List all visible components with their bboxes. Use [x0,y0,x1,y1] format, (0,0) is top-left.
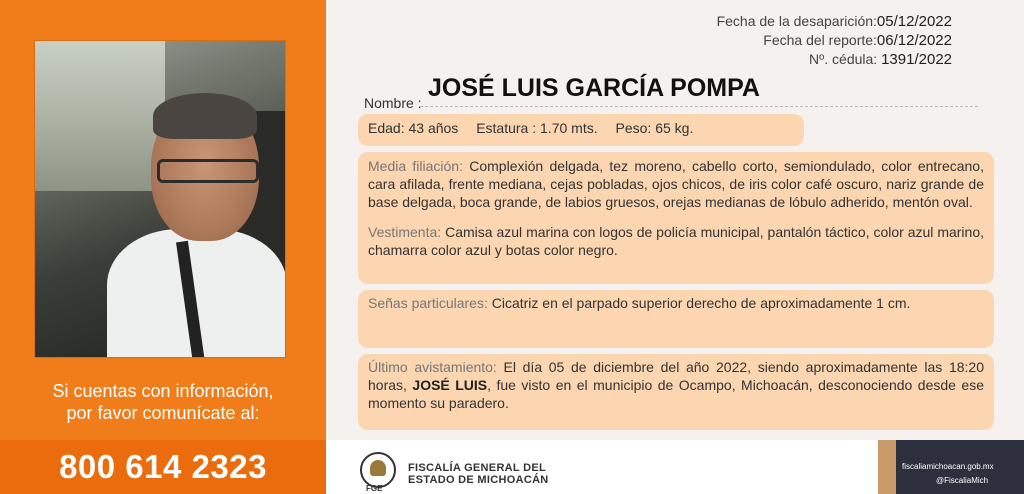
filiacion-label: Media filiación: [368,158,463,174]
contact-message-line1: Si cuentas con información, [52,381,274,401]
ultimo-name: JOSÉ LUIS [412,377,488,393]
height-value: 1.70 mts. [540,120,598,136]
seal-icon [360,452,396,488]
filiacion-text: Complexión delgada, tez moreno, cabello corto, semiondulado, color entrecano, cara afilada, frente mediana, cejas pobladas, ojos chicos, de iris color café oscuro, nariz grande de base delgada, boca grande, de labios gruesos, orejas medianas de lóbulo adherido, mentón oval. [368,158,984,210]
physical-stats-box [358,114,804,146]
id-label: Nº. cédula: [809,51,878,67]
age-value: 43 años [408,120,459,136]
ultimo-label: Último avistamiento: [368,359,497,375]
institution-line2: ESTADO DE MICHOACÁN [408,474,549,486]
senas-label: Señas particulares: [368,295,488,311]
marks-box [358,290,994,348]
report-date: 06/12/2022 [876,32,952,49]
contact-message [0,380,326,424]
disappearance-date: 05/12/2022 [876,13,952,30]
description-box [358,152,994,284]
vestimenta-label: Vestimenta: [368,224,442,240]
height-label: Estatura : [476,120,537,136]
social-handle[interactable]: @FiscaliaMich [936,476,989,485]
ultimo-text-1: El día 05 de diciembre del año 2022, siendo aproximadamente las 18:20 horas, [368,359,985,393]
id-number: 1391/2022 [881,51,952,68]
person-photo [34,40,286,358]
institution-line1: FISCALÍA GENERAL DEL [408,462,547,474]
seal-text: FGE [366,484,383,493]
contact-message-line2: por favor comunícate al: [66,403,260,423]
disappearance-date-label: Fecha de la desaparición: [716,13,877,29]
website-link[interactable]: fiscaliamichoacan.gob.mx [902,462,994,471]
weight-value: 65 kg. [655,120,694,136]
phone-number[interactable]: 800 614 2323 [59,448,267,485]
vestimenta-text: Camisa azul marina con logos de policía municipal, pantalón táctico, color azul marino, chamarra color azul y botas color negro. [368,224,985,258]
institution-name [408,462,549,486]
ultimo-text-2: , fue visto en el municipio de Ocampo, Michoacán, desconociendo desde ese momento su paradero. [368,377,984,411]
footer-social [896,440,1024,494]
last-seen-box [358,354,994,430]
footer-accent [878,440,896,494]
name-label: Nombre : [364,95,422,111]
senas-text: Cicatriz en el parpado superior derecho de aproximadamente 1 cm. [491,295,911,311]
report-meta [717,12,952,69]
person-name: JOSÉ LUIS GARCÍA POMPA [428,74,760,102]
weight-label: Peso: [615,120,652,136]
name-underline [420,106,978,107]
report-date-label: Fecha del reporte: [763,32,877,48]
age-label: Edad: [368,120,405,136]
